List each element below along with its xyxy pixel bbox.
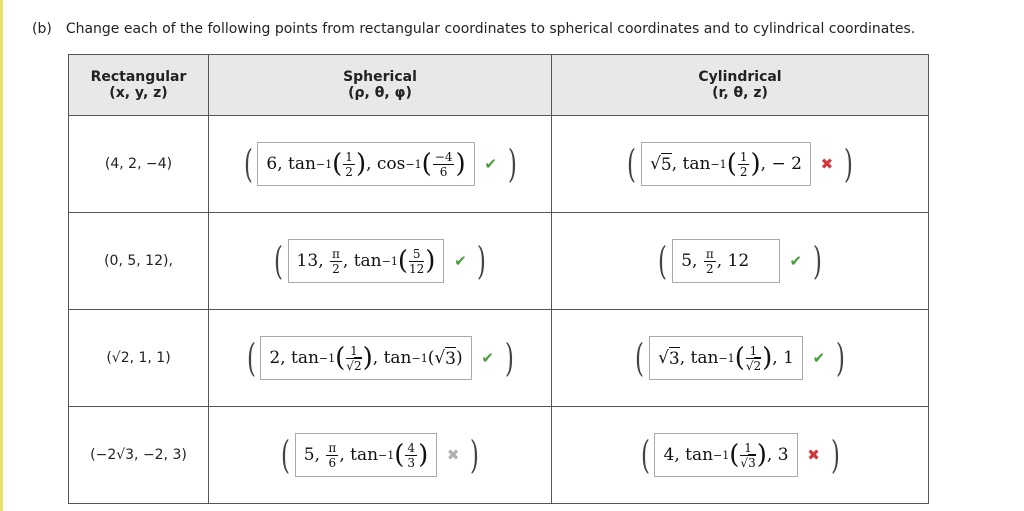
conversion-table	[68, 54, 929, 504]
spherical-answer-input[interactable]: 13 , $\frac{\pi}{2}$ , tan −1 ( $\frac{5}{12}$ )	[288, 239, 445, 283]
rect-point: (√2, 1, 1)	[69, 310, 209, 407]
spherical-answer-input[interactable]: 6 , tan −1 ( $\frac{1}{2}$ ) , cos −1 ( $\frac{-4}{6}$ )	[257, 142, 474, 186]
check-icon: ✔	[812, 349, 826, 367]
rect-point: (4, 2, −4)	[69, 116, 209, 213]
table-row	[69, 116, 929, 213]
cylindrical-answer-cell: ( √ 5 , tan −1 ( $\frac{1}{2}$ ) , − 2 ✖ )	[552, 116, 929, 213]
spherical-answer-cell: ( 2 , tan −1 ( $\frac{1}{√2}$ ) , tan −1 (√ 3 ) ✔ )	[209, 310, 552, 407]
check-icon: ✔	[454, 252, 467, 270]
check-icon: ✔	[789, 252, 803, 270]
cylindrical-answer-input[interactable]: √ 5 , tan −1 ( $\frac{1}{2}$ ) , − 2	[641, 142, 811, 186]
rect-point: (0, 5, 12),	[69, 213, 209, 310]
cross-icon: ✖	[446, 446, 460, 464]
spherical-answer-cell: ( 6 , tan −1 ( $\frac{1}{2}$ ) , cos −1 ( $\frac{-4}{6}$ ) ✔ )	[209, 116, 552, 213]
cylindrical-answer-cell: ( 5 , $\frac{\pi}{2}$ , 12 ✔ )	[552, 213, 929, 310]
table-row	[69, 407, 929, 504]
check-icon: ✔	[484, 155, 497, 173]
rect-point: (−2√3, −2, 3)	[69, 407, 209, 504]
spherical-answer-input[interactable]: 2 , tan −1 ( $\frac{1}{√2}$ ) , tan −1 (√ 3 )	[260, 336, 471, 380]
cylindrical-answer-input[interactable]: 5 , $\frac{\pi}{2}$ , 12	[672, 239, 780, 283]
left-rule	[0, 0, 3, 511]
spherical-answer-input[interactable]: 5 , $\frac{\pi}{6}$ , tan −1 ( $\frac{4}{3}$ )	[295, 433, 437, 477]
cylindrical-answer-cell: ( 4 , tan −1 ( $\frac{1}{√3}$ ) , 3 ✖ )	[552, 407, 929, 504]
header-cylindrical: Cylindrical (r, θ, z)	[552, 55, 929, 116]
header-row	[69, 55, 929, 116]
header-rectangular: Rectangular (x, y, z)	[69, 55, 209, 116]
check-icon: ✔	[481, 349, 494, 367]
question-text	[32, 21, 915, 37]
question-part-label: (b)	[32, 21, 52, 37]
spherical-answer-cell: ( 13 , $\frac{\pi}{2}$ , tan −1 ( $\frac{5}{12}$ ) ✔ )	[209, 213, 552, 310]
table-row	[69, 213, 929, 310]
question-body: Change each of the following points from rectangular coordinates to spherical coordinates and to cylindrical coordinates.	[65, 21, 916, 37]
header-spherical: Spherical (ρ, θ, φ)	[209, 55, 552, 116]
cross-icon: ✖	[807, 446, 820, 464]
cylindrical-answer-cell: ( √ 3 , tan −1 ( $\frac{1}{√2}$ ) , 1 ✔ )	[552, 310, 929, 407]
table-row	[69, 310, 929, 407]
cylindrical-answer-input[interactable]: √ 3 , tan −1 ( $\frac{1}{√2}$ ) , 1	[649, 336, 803, 380]
cross-icon: ✖	[820, 155, 834, 173]
spherical-answer-cell: ( 5 , $\frac{\pi}{6}$ , tan −1 ( $\frac{4}{3}$ ) ✖ )	[209, 407, 552, 504]
cylindrical-answer-input[interactable]: 4 , tan −1 ( $\frac{1}{√3}$ ) , 3	[654, 433, 797, 477]
